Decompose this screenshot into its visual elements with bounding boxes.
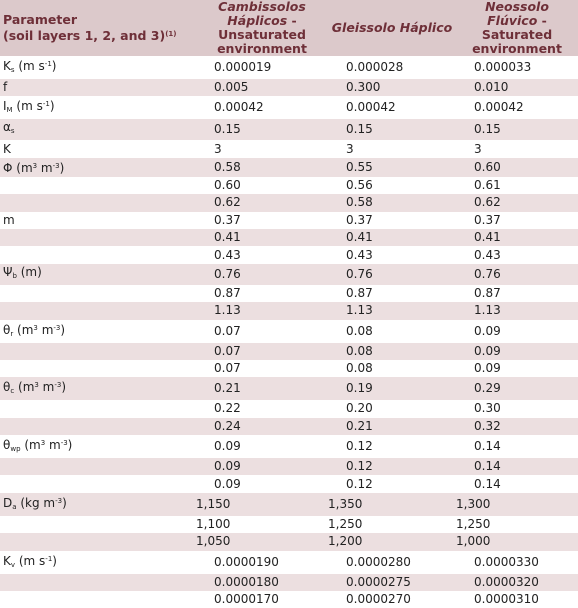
table-row xyxy=(0,140,578,157)
value-cell: 0.15 xyxy=(328,119,456,140)
value-cell: 0.0000280 xyxy=(328,551,456,574)
value-cell: 1,300 xyxy=(456,493,578,516)
param-subscript: s xyxy=(10,127,15,136)
param-unit: (kg m xyxy=(16,495,56,510)
param-superscript: 3 xyxy=(32,161,38,170)
value-cell: 0.00042 xyxy=(456,96,578,119)
header-gleissolo xyxy=(328,0,456,56)
param-unit: (m s xyxy=(12,99,43,114)
value-cell: 0.60 xyxy=(196,177,328,194)
header-cambissolos xyxy=(196,0,328,56)
param-unit: (m xyxy=(20,438,41,453)
param-superscript: 3 xyxy=(34,381,39,390)
value-cell: 1,250 xyxy=(456,516,578,533)
parameter-name xyxy=(0,140,196,157)
param-unit: (m s xyxy=(15,553,46,568)
param-symbol: θ xyxy=(3,380,11,395)
value-cell: 0.000033 xyxy=(456,56,578,79)
footnote-mark: (1) xyxy=(165,30,177,38)
table-row xyxy=(0,79,578,96)
value-cell: 0.43 xyxy=(328,246,456,263)
value-cell: 0.76 xyxy=(328,264,456,285)
parameter-name xyxy=(0,302,196,319)
param-symbol: Ψ xyxy=(3,264,13,279)
header-parameter-sub: (soil layers 1, 2, and 3) xyxy=(3,28,166,43)
value-cell: 0.005 xyxy=(196,79,328,96)
parameter-name xyxy=(0,360,196,377)
table-row xyxy=(0,212,578,229)
value-cell: 0.43 xyxy=(196,246,328,263)
value-cell: 0.62 xyxy=(456,194,578,211)
parameter-name xyxy=(0,264,196,285)
value-cell: 1,200 xyxy=(328,533,456,550)
table-body xyxy=(0,56,578,608)
parameter-name xyxy=(0,79,196,96)
value-cell: 0.0000170 xyxy=(196,591,328,608)
value-cell: 1,350 xyxy=(328,493,456,516)
parameter-name xyxy=(0,400,196,417)
value-cell: 0.0000270 xyxy=(328,591,456,608)
value-cell: 0.09 xyxy=(196,475,328,492)
parameter-name xyxy=(0,177,196,194)
param-unit-close: ) xyxy=(67,438,73,453)
value-cell: 0.14 xyxy=(456,475,578,492)
param-superscript: 3 xyxy=(33,323,38,332)
parameter-name xyxy=(0,377,196,400)
value-cell: 0.22 xyxy=(196,400,328,417)
value-cell: 0.14 xyxy=(456,458,578,475)
param-subscript: b xyxy=(12,271,17,280)
table-row xyxy=(0,158,578,177)
param-superscript-2: -3 xyxy=(54,381,62,390)
value-cell: 0.76 xyxy=(196,264,328,285)
param-unit-close: ) xyxy=(61,380,67,395)
table-header xyxy=(0,0,578,56)
value-cell: 1,050 xyxy=(196,533,328,550)
value-cell: 1,150 xyxy=(196,493,328,516)
value-cell: 0.76 xyxy=(456,264,578,285)
parameter-name xyxy=(0,285,196,302)
param-symbol: α xyxy=(3,120,11,135)
value-cell: 0.09 xyxy=(456,343,578,360)
value-cell: 0.32 xyxy=(456,418,578,435)
value-cell: 0.000019 xyxy=(196,56,328,79)
table-row xyxy=(0,302,578,319)
value-cell: 0.0000190 xyxy=(196,551,328,574)
table-row xyxy=(0,177,578,194)
parameter-name xyxy=(0,119,196,140)
value-cell: 0.15 xyxy=(456,119,578,140)
param-superscript: -1 xyxy=(44,60,52,68)
value-cell: 0.0000310 xyxy=(456,591,578,608)
table-row xyxy=(0,246,578,263)
parameter-name xyxy=(0,194,196,211)
table-row xyxy=(0,574,578,591)
param-unit: (m s xyxy=(14,59,45,73)
value-cell: 0.87 xyxy=(328,285,456,302)
param-unit-close: ) xyxy=(62,495,67,510)
value-cell: 0.24 xyxy=(196,418,328,435)
table-row xyxy=(0,418,578,435)
value-cell: 0.07 xyxy=(196,320,328,343)
param-superscript: 3 xyxy=(40,439,46,448)
table-row xyxy=(0,551,578,574)
value-cell: 0.43 xyxy=(456,246,578,263)
param-symbol: f xyxy=(3,80,8,95)
table-row xyxy=(0,194,578,211)
table-row xyxy=(0,533,578,550)
value-cell: 0.56 xyxy=(328,177,456,194)
param-symbol: I xyxy=(3,99,7,114)
parameter-name xyxy=(0,246,196,263)
parameter-name xyxy=(0,435,196,458)
value-cell: 0.30 xyxy=(456,400,578,417)
value-cell: 0.12 xyxy=(328,435,456,458)
param-unit-close: ) xyxy=(49,99,55,114)
param-unit-2: m xyxy=(37,322,54,337)
table-row xyxy=(0,516,578,533)
value-cell: 0.09 xyxy=(196,458,328,475)
param-unit: (m) xyxy=(16,264,42,279)
header-col1-b: Háplicos xyxy=(227,13,288,28)
value-cell: 0.010 xyxy=(456,79,578,96)
value-cell: 0.07 xyxy=(196,343,328,360)
table-row xyxy=(0,493,578,516)
parameter-name xyxy=(0,418,196,435)
param-unit-close: ) xyxy=(51,59,57,73)
param-superscript: -1 xyxy=(45,554,53,563)
value-cell: 1,000 xyxy=(456,533,578,550)
value-cell: 0.41 xyxy=(328,229,456,246)
table-row xyxy=(0,96,578,119)
parameter-name xyxy=(0,229,196,246)
parameter-name xyxy=(0,475,196,492)
parameter-name xyxy=(0,516,196,533)
param-symbol: Φ xyxy=(3,160,13,175)
parameter-name xyxy=(0,574,196,591)
value-cell: 0.87 xyxy=(196,285,328,302)
value-cell: 0.37 xyxy=(328,212,456,229)
param-symbol: K xyxy=(3,59,11,73)
value-cell: 0.08 xyxy=(328,343,456,360)
parameter-name xyxy=(0,533,196,550)
value-cell: 0.14 xyxy=(456,435,578,458)
param-subscript: r xyxy=(10,329,14,338)
parameter-name xyxy=(0,56,196,79)
table-row xyxy=(0,119,578,140)
value-cell: 0.61 xyxy=(456,177,578,194)
parameter-name xyxy=(0,343,196,360)
value-cell: 0.00042 xyxy=(196,96,328,119)
table-row xyxy=(0,435,578,458)
table-row xyxy=(0,475,578,492)
value-cell: 1.13 xyxy=(328,302,456,319)
value-cell: 0.19 xyxy=(328,377,456,400)
param-subscript: M xyxy=(6,106,13,115)
value-cell: 3 xyxy=(196,140,328,157)
value-cell: 0.0000275 xyxy=(328,574,456,591)
header-col3-a: Neossolo xyxy=(485,0,549,14)
value-cell: 1.13 xyxy=(196,302,328,319)
param-unit: (m xyxy=(12,160,33,175)
value-cell: 0.00042 xyxy=(328,96,456,119)
parameter-name xyxy=(0,212,196,229)
param-subscript: a xyxy=(12,502,17,511)
value-cell: 0.58 xyxy=(328,194,456,211)
table-row xyxy=(0,229,578,246)
parameter-name xyxy=(0,458,196,475)
param-subscript: c xyxy=(10,387,15,396)
param-subscript: s xyxy=(10,66,15,74)
header-col1-rest: - Unsaturated environment xyxy=(217,13,307,56)
value-cell: 3 xyxy=(328,140,456,157)
value-cell: 0.20 xyxy=(328,400,456,417)
param-unit-close: ) xyxy=(59,160,65,175)
value-cell: 3 xyxy=(456,140,578,157)
param-superscript-2: -3 xyxy=(60,439,68,448)
value-cell: 1,250 xyxy=(328,516,456,533)
table-row xyxy=(0,458,578,475)
value-cell: 0.07 xyxy=(196,360,328,377)
param-unit-close: ) xyxy=(52,553,57,568)
param-superscript: -1 xyxy=(42,100,50,109)
param-superscript-2: -3 xyxy=(52,161,60,170)
header-col1-a: Cambissolos xyxy=(218,0,306,14)
value-cell: 0.15 xyxy=(196,119,328,140)
parameter-name xyxy=(0,96,196,119)
param-symbol: m xyxy=(3,212,15,227)
param-symbol: θ xyxy=(3,438,11,453)
value-cell: 0.87 xyxy=(456,285,578,302)
value-cell: 0.60 xyxy=(456,158,578,177)
param-symbol: K xyxy=(3,141,11,156)
param-subscript: v xyxy=(10,560,16,569)
param-unit-2: m xyxy=(37,160,53,175)
value-cell: 0.09 xyxy=(456,320,578,343)
param-unit: (m xyxy=(14,380,35,395)
param-unit-2: m xyxy=(45,438,61,453)
param-superscript-2: -3 xyxy=(53,323,61,332)
value-cell: 0.08 xyxy=(328,360,456,377)
table-row xyxy=(0,377,578,400)
parameter-name xyxy=(0,493,196,516)
value-cell: 0.41 xyxy=(456,229,578,246)
table-row xyxy=(0,56,578,79)
parameter-name xyxy=(0,320,196,343)
table-row xyxy=(0,591,578,608)
header-col2: Gleissolo Háplico xyxy=(331,20,453,35)
header-parameter-label: Parameter xyxy=(3,12,77,27)
value-cell: 0.0000180 xyxy=(196,574,328,591)
value-cell: 0.37 xyxy=(196,212,328,229)
param-symbol: D xyxy=(3,495,13,510)
value-cell: 0.62 xyxy=(196,194,328,211)
parameter-name xyxy=(0,591,196,608)
table-row xyxy=(0,343,578,360)
param-symbol: K xyxy=(3,553,11,568)
parameter-name xyxy=(0,551,196,574)
table-row xyxy=(0,360,578,377)
table-row xyxy=(0,264,578,285)
value-cell: 0.21 xyxy=(196,377,328,400)
value-cell: 0.0000320 xyxy=(456,574,578,591)
value-cell: 0.08 xyxy=(328,320,456,343)
value-cell: 1,100 xyxy=(196,516,328,533)
value-cell: 0.09 xyxy=(196,435,328,458)
value-cell: 0.300 xyxy=(328,79,456,96)
value-cell: 0.000028 xyxy=(328,56,456,79)
header-neossolo xyxy=(456,0,578,56)
value-cell: 0.0000330 xyxy=(456,551,578,574)
header-col3-rest: - Saturated environment xyxy=(472,13,562,56)
param-unit: (m xyxy=(13,322,34,337)
header-col3-b: Flúvico xyxy=(487,13,538,28)
value-cell: 0.37 xyxy=(456,212,578,229)
value-cell: 1.13 xyxy=(456,302,578,319)
value-cell: 0.21 xyxy=(328,418,456,435)
param-subscript: wp xyxy=(10,445,21,454)
param-symbol: θ xyxy=(3,322,11,337)
param-superscript: -3 xyxy=(55,496,63,505)
value-cell: 0.09 xyxy=(456,360,578,377)
value-cell: 0.55 xyxy=(328,158,456,177)
value-cell: 0.12 xyxy=(328,458,456,475)
param-unit-2: m xyxy=(38,380,55,395)
value-cell: 0.58 xyxy=(196,158,328,177)
table-row xyxy=(0,400,578,417)
value-cell: 0.29 xyxy=(456,377,578,400)
table-row xyxy=(0,285,578,302)
value-cell: 0.12 xyxy=(328,475,456,492)
value-cell: 0.41 xyxy=(196,229,328,246)
param-unit-close: ) xyxy=(60,322,66,337)
parameter-name xyxy=(0,158,196,177)
header-parameter xyxy=(0,0,196,56)
table-row xyxy=(0,320,578,343)
